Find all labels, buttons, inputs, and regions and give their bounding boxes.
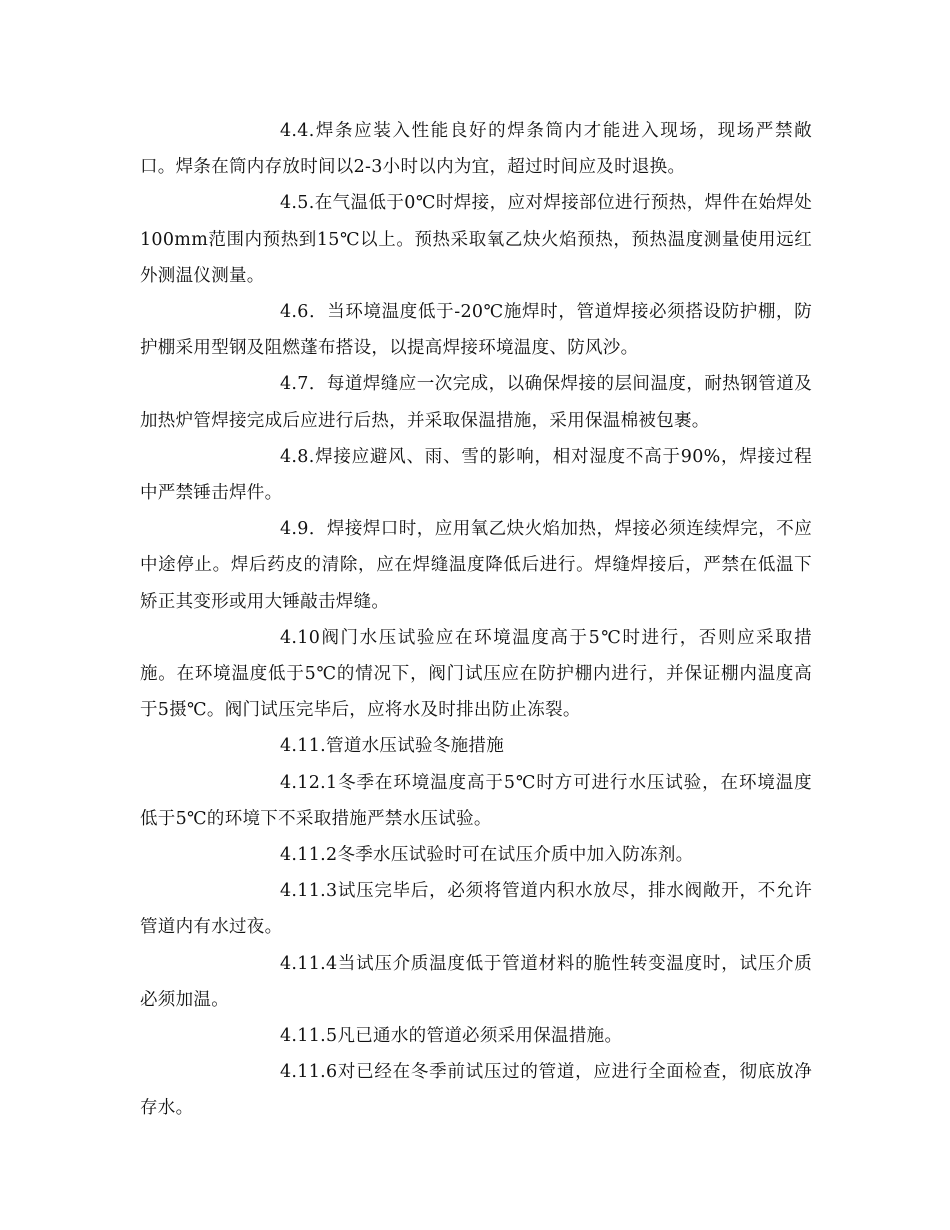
paragraph-4-6: 4.6．当环境温度低于-20℃施焊时，管道焊接必须搭设防护棚，防护棚采用型钢及阻燃蓬布搭设，以提高焊接环境温度、防风沙。 bbox=[140, 302, 812, 359]
paragraph-4-11-3: 4.11.3试压完毕后，必须将管道内积水放尽，排水阀敞开，不允许管道内有水过夜。 bbox=[140, 881, 812, 938]
paragraph-4-12-1: 4.12.1冬季在环境温度高于5℃时方可进行水压试验，在环境温度低于5℃的环境下不采取措施严禁水压试验。 bbox=[140, 772, 812, 829]
paragraph-4-9: 4.9．焊接焊口时，应用氧乙炔火焰加热，焊接必须连续焊完，不应中途停止。焊后药皮的清除，应在焊缝温度降低后进行。焊缝焊接后，严禁在低温下矫正其变形或用大锤敲击焊缝。 bbox=[140, 519, 812, 612]
paragraph-4-7: 4.7．每道焊缝应一次完成，以确保焊接的层间温度，耐热钢管道及加热炉管焊接完成后应进行后热，并采取保温措施，采用保温棉被包裹。 bbox=[140, 374, 812, 431]
document-body bbox=[140, 113, 812, 1127]
paragraph-4-11-5: 4.11.5凡已通水的管道必须采用保温措施。 bbox=[280, 1026, 623, 1047]
paragraph-4-5: 4.5.在气温低于0℃时焊接，应对焊接部位进行预热，焊件在始焊处100mm范围内预热到15℃以上。预热采取氧乙炔火焰预热，预热温度测量使用远红外测温仪测量。 bbox=[140, 193, 812, 286]
paragraph-4-8: 4.8.焊接应避风、雨、雪的影响，相对湿度不高于90%，焊接过程中严禁锤击焊件。 bbox=[140, 446, 812, 504]
paragraph-4-11-heading: 4.11.管道水压试验冬施措施 bbox=[280, 736, 505, 757]
paragraph-4-4: 4.4.焊条应装入性能良好的焊条筒内才能进入现场，现场严禁敞口。焊条在筒内存放时间以2-3小时以内为宜，超过时间应及时退换。 bbox=[140, 121, 812, 178]
paragraph-4-10: 4.10阀门水压试验应在环境温度高于5℃时进行，否则应采取措施。在环境温度低于5℃的情况下，阀门试压应在防护棚内进行，并保证棚内温度高于5摄℃。阀门试压完毕后，应将水及时排出防止冻裂。 bbox=[140, 627, 812, 721]
paragraph-4-11-4: 4.11.4当试压介质温度低于管道材料的脆性转变温度时，试压介质必须加温。 bbox=[140, 953, 812, 1010]
paragraph-4-11-2: 4.11.2冬季水压试验时可在试压介质中加入防冻剂。 bbox=[280, 845, 694, 866]
paragraph-4-11-6: 4.11.6对已经在冬季前试压过的管道，应进行全面检查，彻底放净存水。 bbox=[140, 1062, 812, 1119]
